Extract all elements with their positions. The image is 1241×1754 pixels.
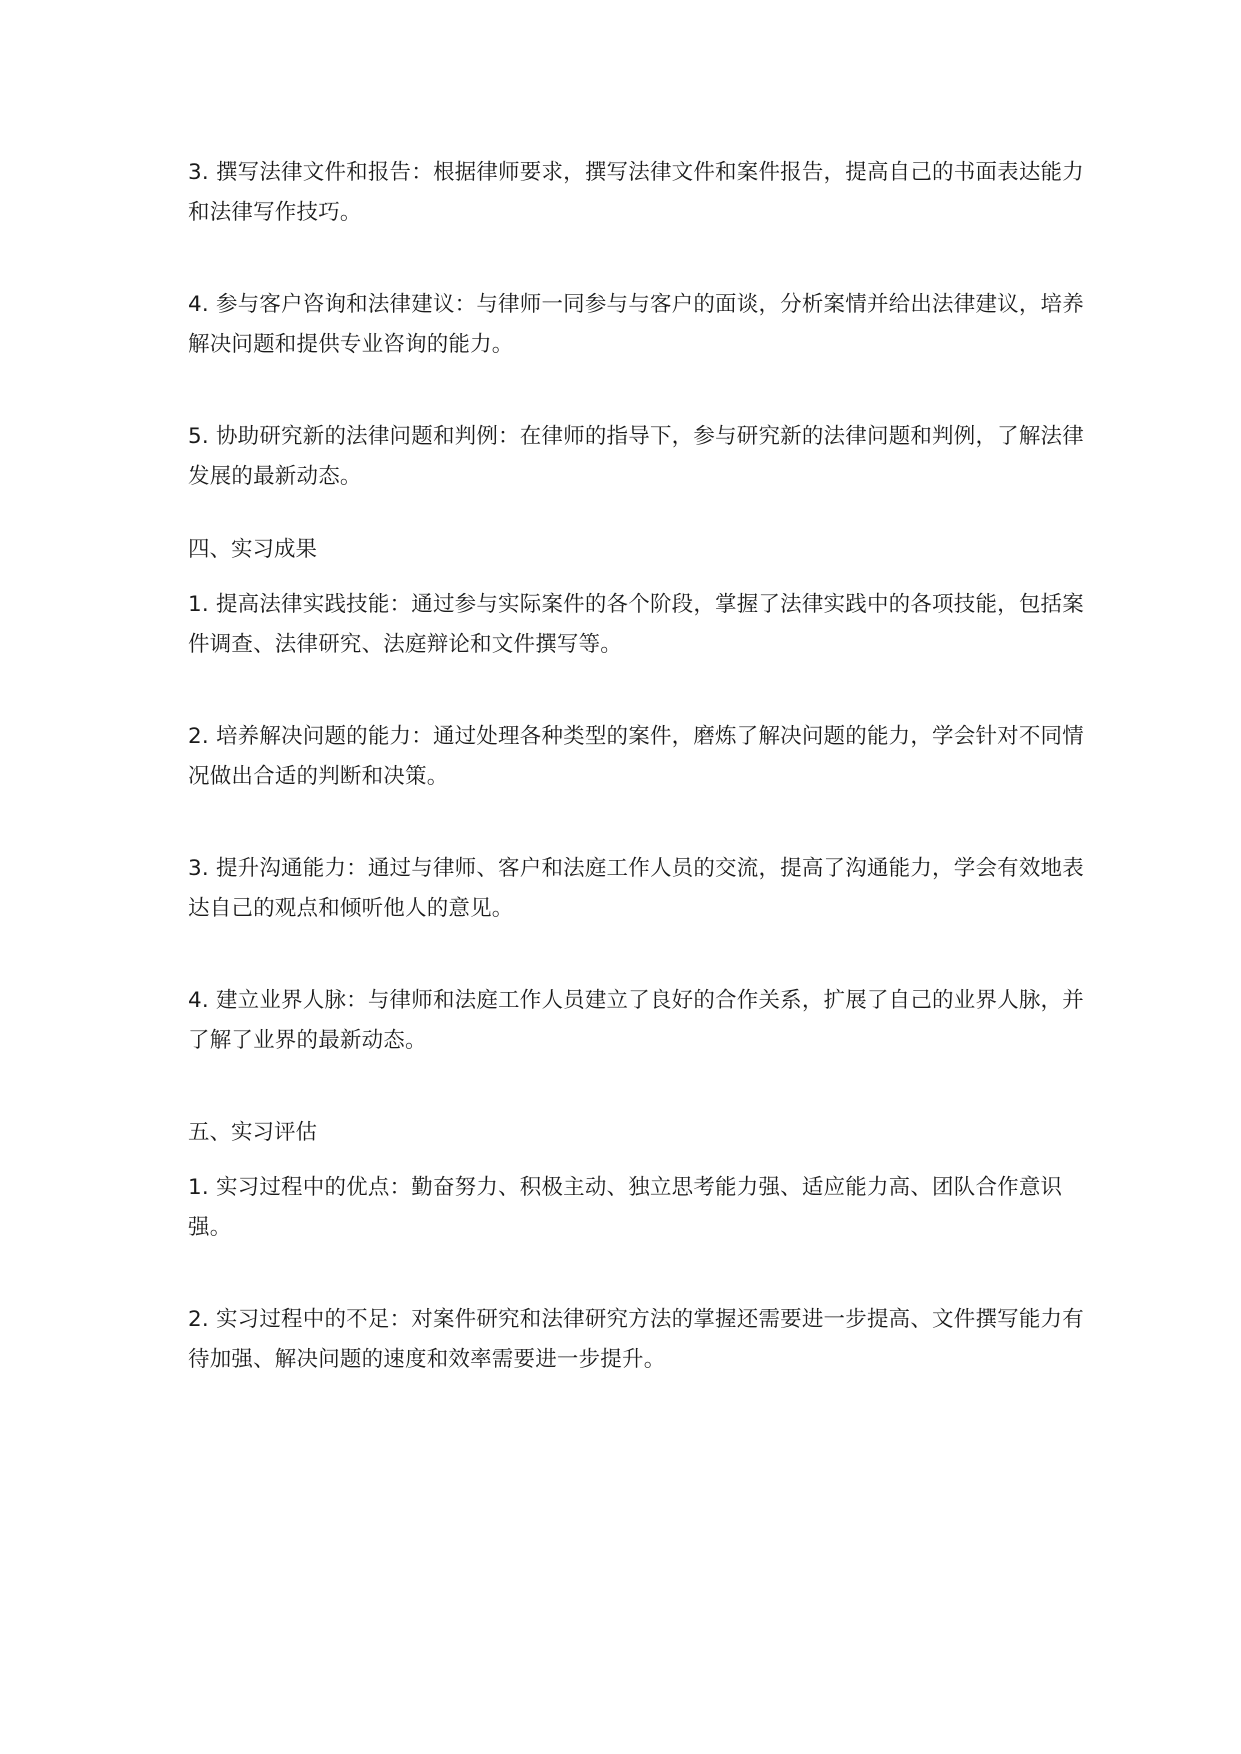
paragraph-eval-1: 1. 实习过程中的优点：勤奋努力、积极主动、独立思考能力强、适应能力高、团队合作意识强。 bbox=[188, 1175, 1063, 1240]
paragraph-item-4: 4. 参与客户咨询和法律建议：与律师一同参与与客户的面谈，分析案情并给出法律建议，培养解决问题和提供专业咨询的能力。 bbox=[188, 292, 1084, 357]
paragraph-result-3: 3. 提升沟通能力：通过与律师、客户和法庭工作人员的交流，提高了沟通能力，学会有效地表达自己的观点和倾听他人的意见。 bbox=[188, 856, 1084, 921]
section-heading-results: 四、实习成果 bbox=[188, 537, 318, 562]
section-heading-evaluation: 五、实习评估 bbox=[188, 1120, 318, 1145]
paragraph-eval-2: 2. 实习过程中的不足：对案件研究和法律研究方法的掌握还需要进一步提高、文件撰写能力有待加强、解决问题的速度和效率需要进一步提升。 bbox=[188, 1307, 1084, 1372]
paragraph-item-3: 3. 撰写法律文件和报告：根据律师要求，撰写法律文件和案件报告，提高自己的书面表达能力和法律写作技巧。 bbox=[188, 160, 1084, 225]
paragraph-item-5: 5. 协助研究新的法律问题和判例：在律师的指导下，参与研究新的法律问题和判例，了解法律发展的最新动态。 bbox=[188, 424, 1084, 489]
paragraph-result-1: 1. 提高法律实践技能：通过参与实际案件的各个阶段，掌握了法律实践中的各项技能，包括案件调查、法律研究、法庭辩论和文件撰写等。 bbox=[188, 592, 1084, 657]
paragraph-result-2: 2. 培养解决问题的能力：通过处理各种类型的案件，磨炼了解决问题的能力，学会针对不同情况做出合适的判断和决策。 bbox=[188, 724, 1084, 789]
paragraph-result-4: 4. 建立业界人脉：与律师和法庭工作人员建立了良好的合作关系，扩展了自己的业界人脉，并了解了业界的最新动态。 bbox=[188, 988, 1084, 1053]
